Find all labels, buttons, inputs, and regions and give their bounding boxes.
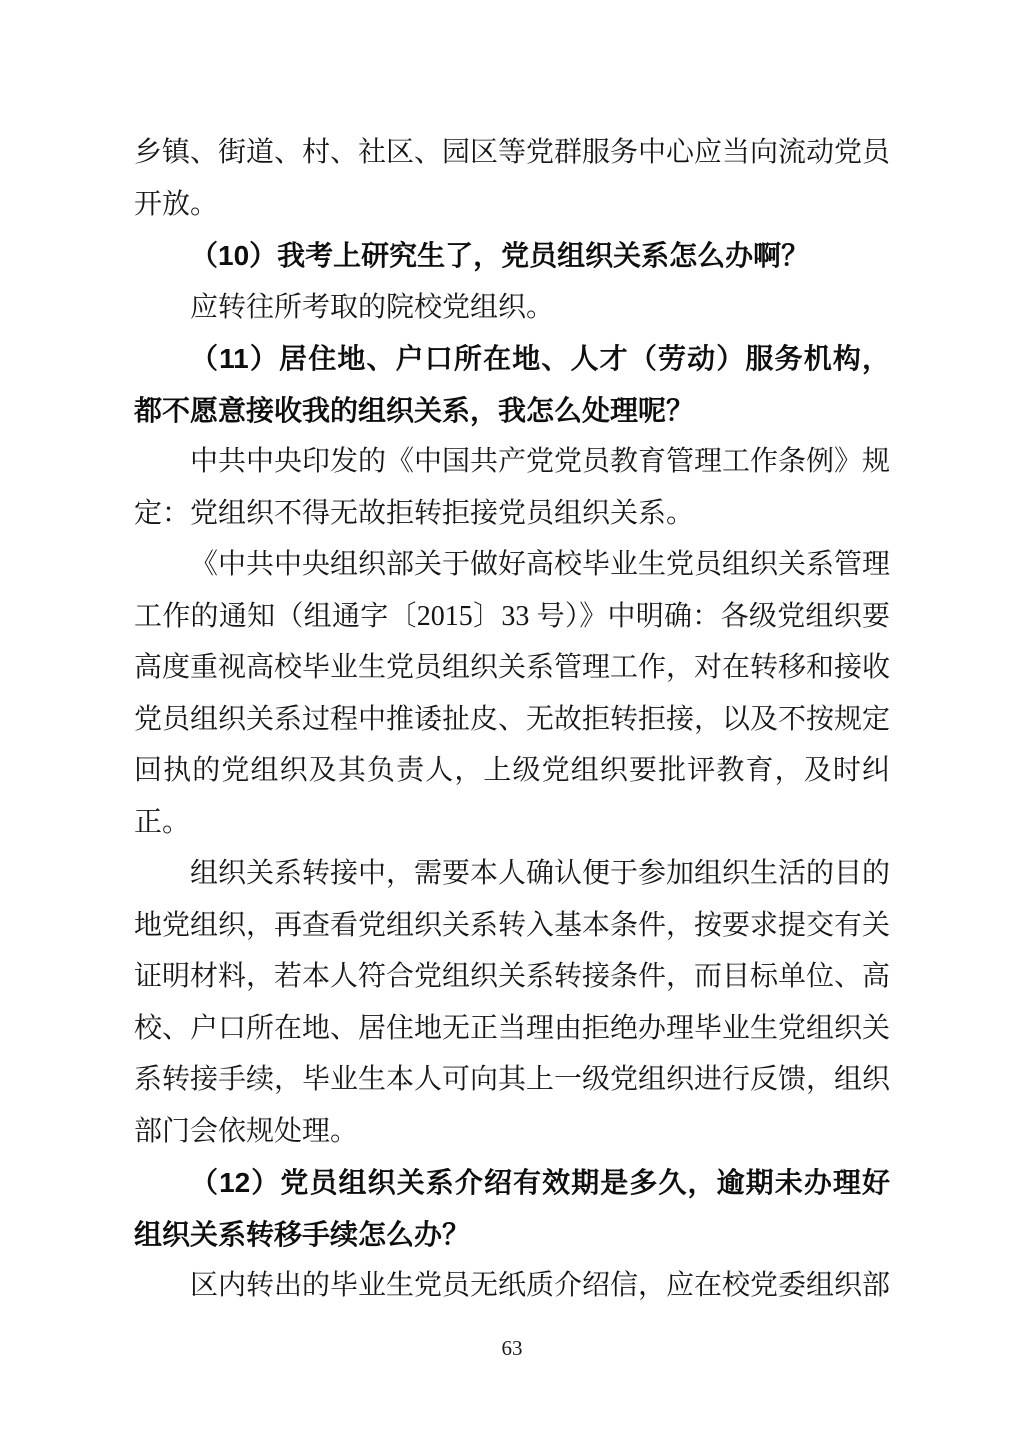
answer-12-paragraph: 区内转出的毕业生党员无纸质介绍信，应在校党委组织部 (190, 1270, 891, 1301)
answer-10-paragraph: 应转往所考取的院校党组织。 (190, 291, 555, 323)
question-10-heading: （10）我考上研究生了，党员组织关系怎么办啊？ (190, 240, 810, 271)
answer-11-paragraph-2: 《中共中央组织部关于做好高校毕业生党员组织关系管理工作的通知（组通字〔2015〕33 号）》中明确：各级党组织要高度重视高校毕业生党员组织关系管理工作，对在转移和接收党员组织关系过程中推诿扯皮、无故拒转拒接，以及不按规定回执的党组织及其负责人，上级党组织要批评教育，及时纠正。 (134, 549, 891, 838)
answer-11-paragraph-3: 组织关系转接中，需要本人确认便于参加组织生活的目的地党组织，再查看党组织关系转入基本条件，按要求提交有关证明材料，若本人符合党组织关系转接条件，而目标单位、高校、户口所在地、居住地无正当理由拒绝办理毕业生党组织关系转接手续，毕业生本人可向其上一级党组织进行反馈，组织部门会依规处理。 (134, 858, 891, 1147)
question-12-heading: （12）党员组织关系介绍有效期是多久，逾期未办理好组织关系转移手续怎么办？ (134, 1167, 890, 1250)
question-11-heading: （11）居住地、户口所在地、人才（劳动）服务机构，都不愿意接收我的组织关系，我怎么处理呢？ (134, 343, 890, 426)
paragraph-continued-from-previous-page: 乡镇、街道、村、社区、园区等党群服务中心应当向流动党员开放。 (134, 137, 891, 220)
page-body-text (134, 127, 890, 1312)
answer-11-paragraph-1: 中共中央印发的《中国共产党党员教育管理工作条例》规定：党组织不得无故拒转拒接党员组织关系。 (134, 446, 891, 529)
page-number: 63 (501, 1336, 523, 1360)
